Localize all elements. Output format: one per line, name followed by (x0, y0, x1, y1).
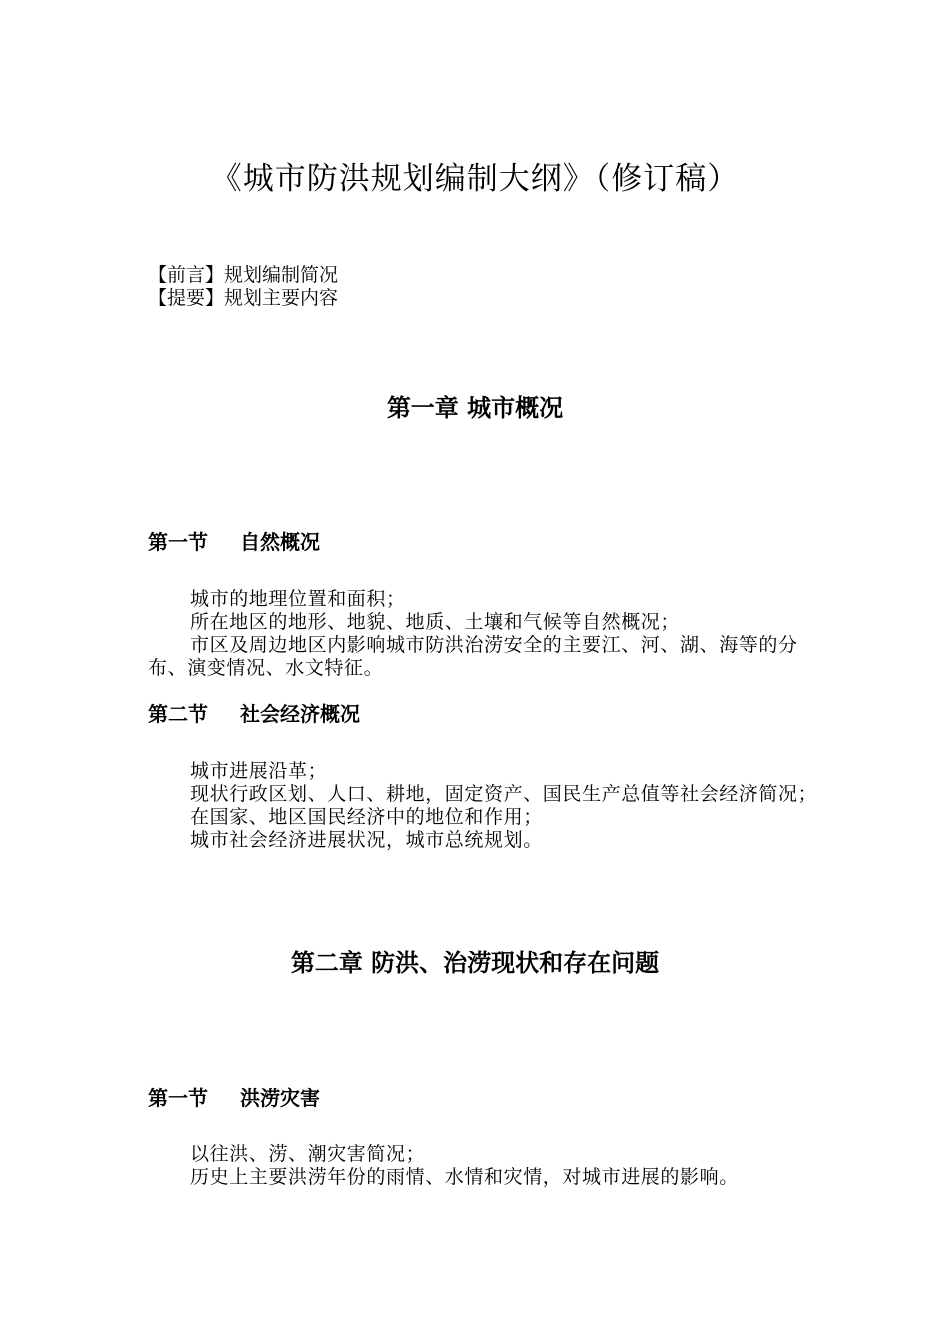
document-title: 《城市防洪规划编制大纲》（修订稿） (210, 161, 740, 197)
summary-line: 【提要】规划主要内容 (148, 287, 339, 309)
chapter-2-section-1-body (148, 1143, 818, 1189)
preface-line: 【前言】规划编制简况 (148, 264, 339, 286)
section-name: 社会经济概况 (240, 702, 360, 726)
chapter-1-section-2-body (148, 760, 818, 852)
body-line: 城市的地理位置和面积； (190, 588, 406, 610)
chapter-1-heading: 第一章 城市概况 (386, 394, 564, 422)
section-name: 自然概况 (240, 530, 320, 554)
body-line: 市区及周边地区内影响城市防洪治涝安全的主要江、河、湖、海等的分布、演变情况、水文特征。 (148, 634, 798, 679)
section-name: 洪涝灾害 (240, 1086, 320, 1110)
body-line: 以往洪、涝、潮灾害简况； (190, 1143, 426, 1165)
chapter-2-heading: 第二章 防洪、治涝现状和存在问题 (290, 949, 660, 977)
chapter-1-section-2-heading (148, 698, 360, 727)
body-line: 历史上主要洪涝年份的雨情、水情和灾情，对城市进展的影响。 (190, 1166, 739, 1188)
body-line: 城市进展沿革； (190, 760, 328, 782)
chapter-2-section-1-heading (148, 1082, 320, 1111)
body-line: 所在地区的地形、地貌、地质、土壤和气候等自然概况； (190, 611, 681, 633)
section-number: 第一节 (148, 1086, 208, 1110)
section-number: 第一节 (148, 530, 208, 554)
chapter-1-section-1-heading (148, 526, 320, 555)
section-number: 第二节 (148, 702, 208, 726)
body-line: 在国家、地区国民经济中的地位和作用； (190, 806, 543, 828)
body-line: 城市社会经济进展状况，城市总统规划。 (190, 829, 543, 851)
body-line: 现状行政区划、人口、耕地，固定资产、国民生产总值等社会经济简况； (190, 783, 818, 805)
chapter-1-section-1-body (148, 588, 818, 680)
